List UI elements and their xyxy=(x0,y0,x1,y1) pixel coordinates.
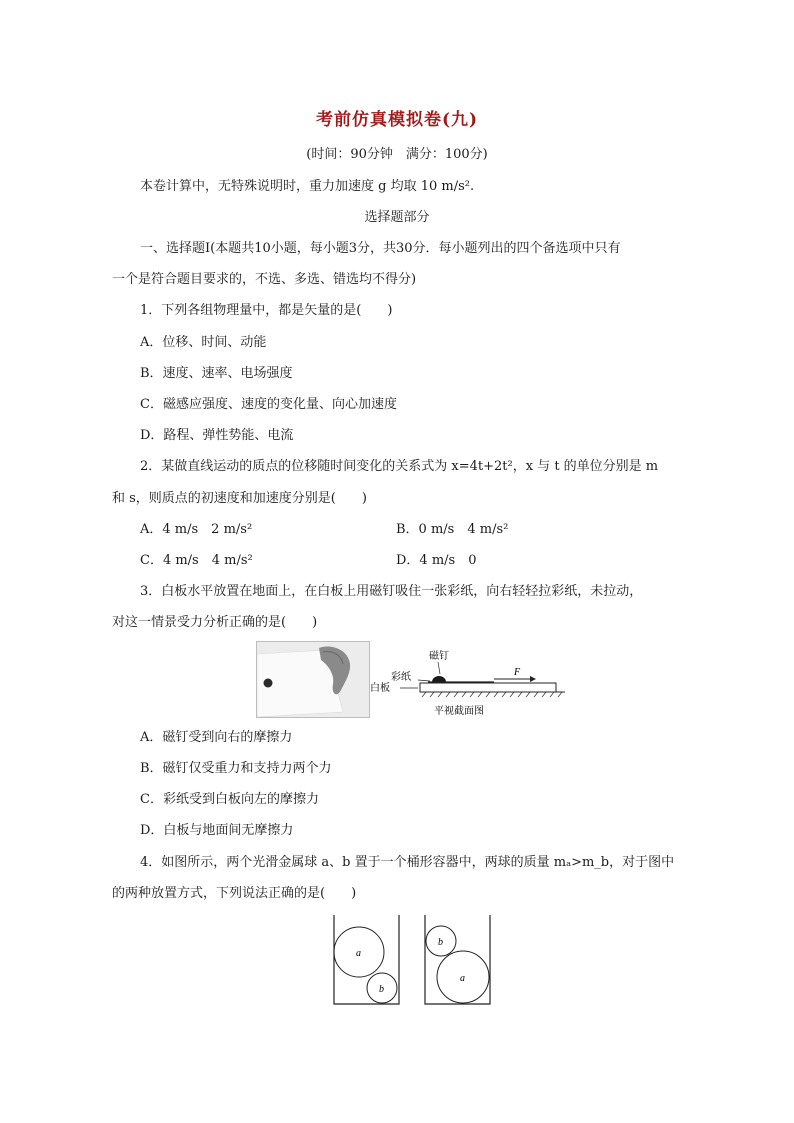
label-a-right: a xyxy=(460,973,465,984)
part-heading: 选择题部分 xyxy=(364,210,430,225)
label-force: F xyxy=(514,667,521,678)
label-b-right: b xyxy=(438,937,443,948)
label-a-left: a xyxy=(356,948,361,959)
exam-title: 考前仿真模拟卷(九) xyxy=(315,110,479,130)
label-magnet: 磁钉 xyxy=(429,651,449,662)
q2-stem-line2: 和 s，则质点的初速度和加速度分别是( ) xyxy=(112,491,367,506)
magnet-photo xyxy=(264,679,273,688)
q1-option-c: C．磁感应强度、速度的变化量、向心加速度 xyxy=(140,397,397,412)
label-paper: 彩纸 xyxy=(391,672,411,683)
q3-option-a: A．磁钉受到向右的摩擦力 xyxy=(140,730,293,745)
containers-svg xyxy=(330,913,504,1007)
cross-section-svg xyxy=(370,644,570,720)
q4-stem-line2: 的两种放置方式，下列说法正确的是( ) xyxy=(112,886,357,901)
q2-option-b: B．0 m/s 4 m/s² xyxy=(396,522,509,537)
label-board: 白板 xyxy=(370,683,390,694)
q3-option-d: D．白板与地面间无摩擦力 xyxy=(140,823,294,838)
exam-subtitle: (时间：90分钟 满分：100分) xyxy=(306,147,488,162)
label-b-left: b xyxy=(379,984,384,995)
whiteboard-photo xyxy=(256,641,370,718)
q3-stem-line2: 对这一情景受力分析正确的是( ) xyxy=(112,615,318,630)
whiteboard-photo-drawing xyxy=(257,642,369,717)
containers-diagram xyxy=(330,913,504,1007)
cross-section-diagram xyxy=(370,644,570,720)
container-right xyxy=(425,915,490,1004)
q2-option-c: C．4 m/s 4 m/s² xyxy=(140,553,253,568)
section-instructions-line2: 一个是符合题目要求的，不选、多选、错选均不得分) xyxy=(112,272,417,287)
whiteboard-shape xyxy=(420,683,556,692)
q3-option-c: C．彩纸受到白板向左的摩擦力 xyxy=(140,792,319,807)
q1-option-a: A．位移、时间、动能 xyxy=(140,335,267,350)
magnet-shape xyxy=(432,676,446,682)
q2-option-d: D．4 m/s 0 xyxy=(396,553,477,568)
q1-option-b: B．速度、速率、电场强度 xyxy=(140,366,293,381)
q2-stem-line1: 2．某做直线运动的质点的位移随时间变化的关系式为 x=4t+2t²，x 与 t 的单位分别是 m xyxy=(140,459,659,474)
q1-option-d: D．路程、弹性势能、电流 xyxy=(140,428,294,443)
ground-hatch xyxy=(422,692,562,697)
q1-stem: 1．下列各组物理量中，都是矢量的是( ) xyxy=(140,303,393,318)
q3-stem-line1: 3．白板水平放置在地面上，在白板上用磁钉吸住一张彩纸，向右轻轻拉彩纸，未拉动， xyxy=(140,584,643,599)
section-instructions-line1: 一、选择题Ⅰ(本题共10小题，每小题3分，共30分．每小题列出的四个备选项中只有 xyxy=(140,241,621,256)
fig-caption: 平视截面图 xyxy=(434,706,484,717)
q2-option-a: A．4 m/s 2 m/s² xyxy=(140,522,253,537)
q4-stem-line1: 4．如图所示，两个光滑金属球 a、b 置于一个桶形容器中，两球的质量 mₐ>m_b，对于图中 xyxy=(140,855,675,870)
gravity-note: 本卷计算中，无特殊说明时，重力加速度 g 均取 10 m/s². xyxy=(140,179,475,194)
q3-option-b: B．磁钉仅受重力和支持力两个力 xyxy=(140,761,332,776)
